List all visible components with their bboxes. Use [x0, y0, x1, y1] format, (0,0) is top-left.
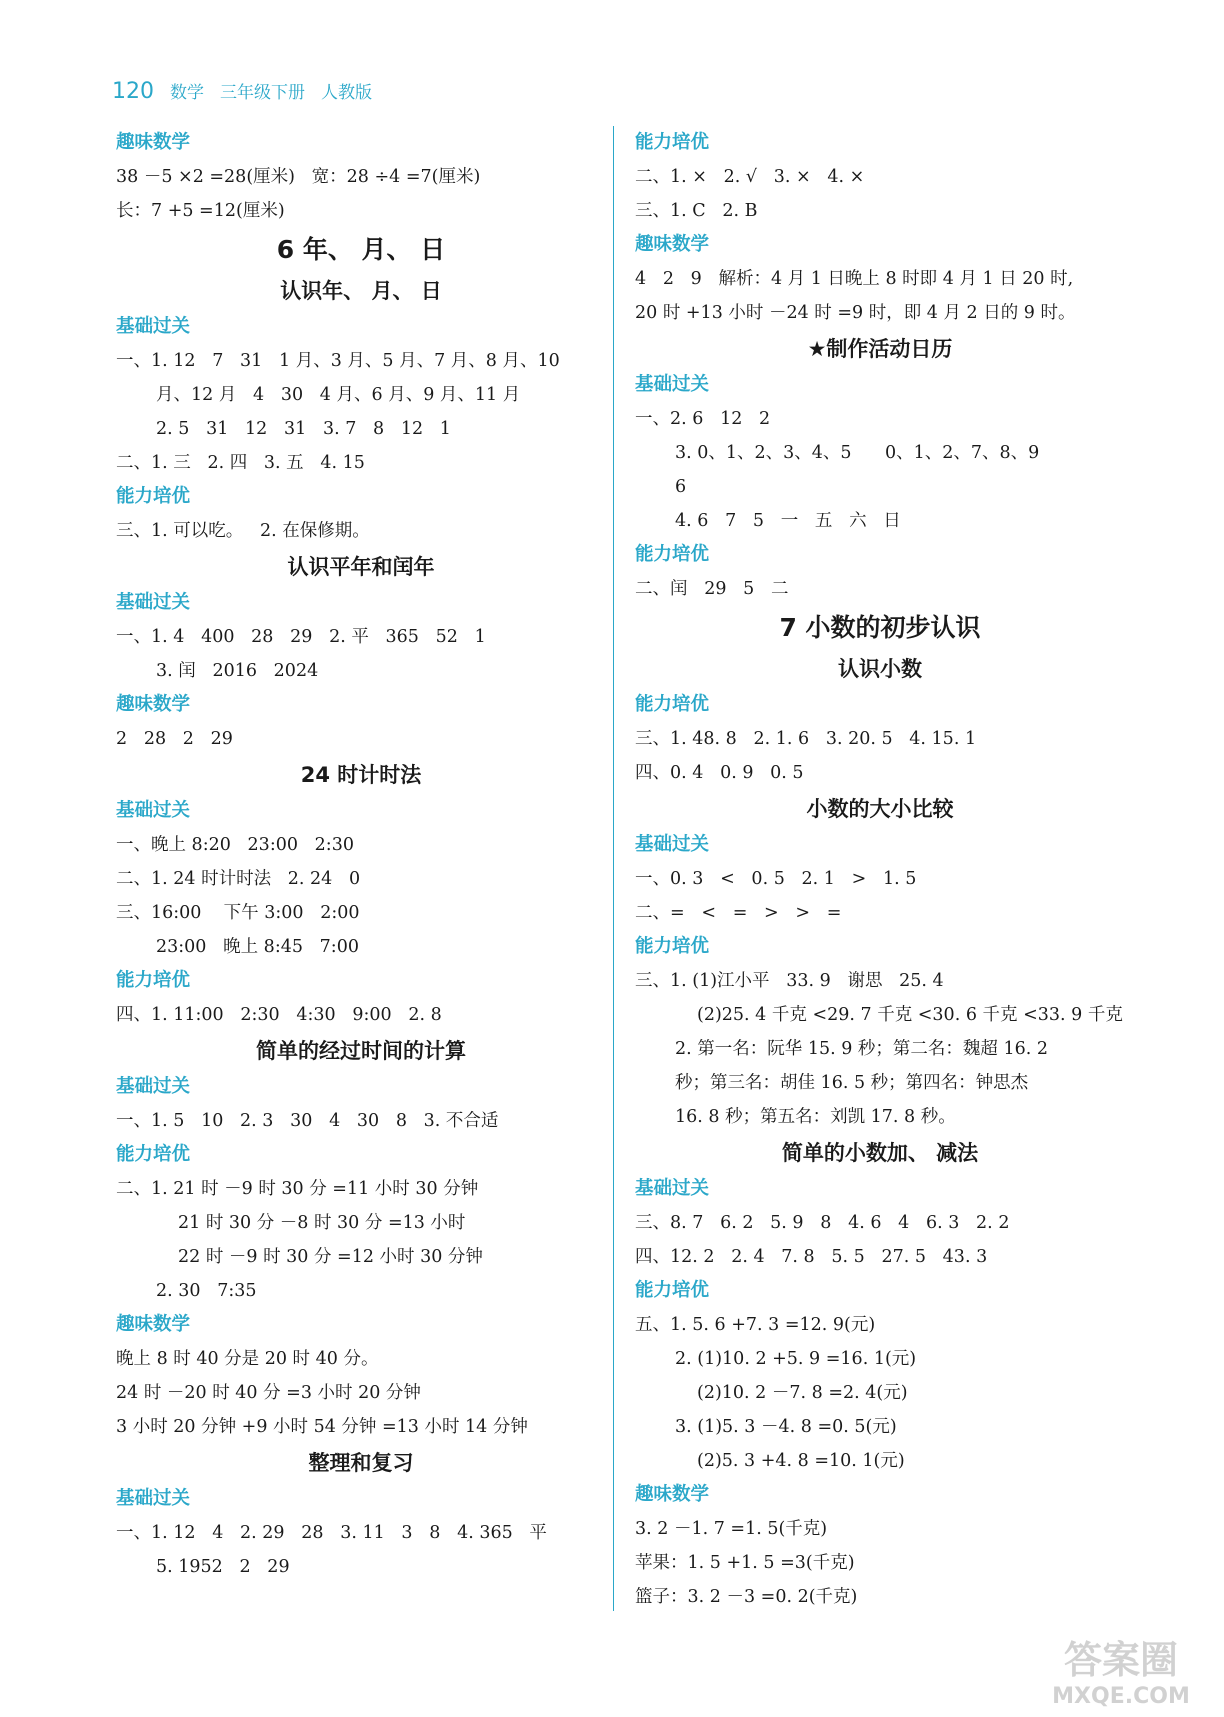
- right-column: [635, 126, 1125, 1614]
- section-label: 基础过关: [116, 1488, 191, 1509]
- lesson-title: ★制作活动日历: [807, 337, 953, 361]
- section-label: 基础过关: [635, 374, 710, 395]
- section-label: 能力培优: [116, 970, 191, 991]
- lesson-title: 24 时计时法: [300, 763, 422, 787]
- answer-line: 一、1. 12 7 31 1 月、3 月、5 月、7 月、8 月、10: [116, 351, 560, 371]
- answer-line: 22 时 －9 时 30 分 =12 小时 30 分钟: [178, 1247, 483, 1267]
- answer-line: 4. 6 7 5 一 五 六 日: [675, 511, 901, 531]
- answer-line: 20 时 +13 小时 －24 时 =9 时，即 4 月 2 日的 9 时。: [635, 303, 1076, 323]
- answer-line: 四、0. 4 0. 9 0. 5: [635, 763, 804, 783]
- answer-line: 2. 5 31 12 31 3. 7 8 12 1: [156, 419, 451, 439]
- answer-line: 3. 0、1、2、3、4、5 0、1、2、7、8、9: [675, 443, 1040, 463]
- answer-line: 3 小时 20 分钟 +9 小时 54 分钟 =13 小时 14 分钟: [116, 1417, 528, 1437]
- section-label: 趣味数学: [116, 1314, 191, 1335]
- header-grade: 三年级下册: [220, 83, 305, 103]
- answer-line: 四、12. 2 2. 4 7. 8 5. 5 27. 5 43. 3: [635, 1247, 988, 1267]
- answer-line: 四、1. 11:00 2:30 4:30 9:00 2. 8: [116, 1005, 442, 1025]
- answer-line: 一、0. 3 < 0. 5 2. 1 > 1. 5: [635, 869, 917, 889]
- answer-line: (2)5. 3 +4. 8 =10. 1(元): [697, 1451, 905, 1471]
- answer-line: 三、16:00 下午 3:00 2:00: [116, 903, 360, 923]
- answer-line: (2)25. 4 千克 <29. 7 千克 <30. 6 千克 <33. 9 千克: [697, 1005, 1123, 1025]
- answer-line: 2. 30 7:35: [156, 1281, 257, 1301]
- answer-line: 三、8. 7 6. 2 5. 9 8 4. 6 4 6. 3 2. 2: [635, 1213, 1010, 1233]
- section-label: 基础过关: [635, 834, 710, 855]
- answer-line: 21 时 30 分 －8 时 30 分 =13 小时: [178, 1213, 466, 1233]
- answer-line: 一、晚上 8:20 23:00 2:30: [116, 835, 354, 855]
- header-edition: 人教版: [321, 83, 372, 103]
- section-label: 趣味数学: [635, 1484, 710, 1505]
- answer-line: 晚上 8 时 40 分是 20 时 40 分。: [116, 1349, 379, 1369]
- answer-line: 23:00 晚上 8:45 7:00: [156, 937, 359, 957]
- section-label: 趣味数学: [635, 234, 710, 255]
- section-label: 基础过关: [635, 1178, 710, 1199]
- lesson-title: 简单的经过时间的计算: [256, 1039, 466, 1063]
- answer-line: 2. 第一名：阮华 15. 9 秒；第二名：魏超 16. 2: [675, 1039, 1049, 1059]
- answer-line: 5. 1952 2 29: [156, 1557, 290, 1577]
- answer-line: 3. 闰 2016 2024: [156, 661, 319, 681]
- chapter-title: 7 小数的初步认识: [779, 613, 981, 642]
- answer-line: 6: [675, 477, 687, 497]
- lesson-title: 认识平年和闰年: [287, 555, 435, 579]
- lesson-title: 认识小数: [838, 657, 922, 681]
- lesson-title: 简单的小数加、 减法: [781, 1141, 979, 1165]
- answer-line: 三、1. 48. 8 2. 1. 6 3. 20. 5 4. 15. 1: [635, 729, 977, 749]
- section-label: 能力培优: [635, 544, 710, 565]
- answer-line: 二、1. 三 2. 四 3. 五 4. 15: [116, 453, 365, 473]
- answer-line: 2 28 2 29: [116, 729, 233, 749]
- section-label: 能力培优: [635, 1280, 710, 1301]
- header-subject: 数学: [170, 83, 204, 103]
- answer-line: 16. 8 秒；第五名：刘凯 17. 8 秒。: [675, 1107, 956, 1127]
- answer-line: 二、1. 21 时 －9 时 30 分 =11 小时 30 分钟: [116, 1179, 479, 1199]
- answer-line: 三、1. (1)江小平 33. 9 谢思 25. 4: [635, 971, 944, 991]
- section-label: 基础过关: [116, 1076, 191, 1097]
- answer-line: 二、1. 24 时计时法 2. 24 0: [116, 869, 361, 889]
- answer-line: 二、1. × 2. √ 3. × 4. ×: [635, 167, 865, 187]
- answer-line: 二、= < = > > =: [635, 903, 842, 923]
- section-label: 能力培优: [116, 1144, 191, 1165]
- answer-line: (2)10. 2 －7. 8 =2. 4(元): [697, 1383, 908, 1403]
- lesson-title: 整理和复习: [308, 1451, 414, 1475]
- lesson-title: 认识年、 月、 日: [280, 279, 442, 303]
- answer-line: 2. (1)10. 2 +5. 9 =16. 1(元): [675, 1349, 917, 1369]
- answer-line: 篮子：3. 2 －3 =0. 2(千克): [635, 1587, 858, 1607]
- answer-line: 秒；第三名：胡佳 16. 5 秒；第四名：钟思杰: [675, 1073, 1029, 1093]
- section-label: 能力培优: [635, 694, 710, 715]
- answer-line: 苹果：1. 5 +1. 5 =3(千克): [635, 1553, 855, 1573]
- column-divider: [613, 126, 614, 1611]
- left-column: [116, 126, 606, 1584]
- section-label: 基础过关: [116, 316, 191, 337]
- svg-text:MXQE.COM: MXQE.COM: [1052, 1684, 1190, 1709]
- answer-line: 二、闰 29 5 二: [635, 579, 789, 599]
- svg-text:答案圈: 答案圈: [1063, 1638, 1179, 1682]
- answer-line: 一、1. 4 400 28 29 2. 平 365 52 1: [116, 627, 486, 647]
- section-label: 趣味数学: [116, 132, 191, 153]
- section-label: 能力培优: [635, 132, 710, 153]
- section-label: 能力培优: [635, 936, 710, 957]
- page-header: [112, 78, 372, 112]
- section-label: 能力培优: [116, 486, 191, 507]
- answer-line: 3. 2 －1. 7 =1. 5(千克): [635, 1519, 828, 1539]
- chapter-title: 6 年、 月、 日: [276, 235, 446, 264]
- lesson-title: 小数的大小比较: [806, 797, 954, 821]
- section-label: 趣味数学: [116, 694, 191, 715]
- answer-line: 五、1. 5. 6 +7. 3 =12. 9(元): [635, 1315, 876, 1335]
- answer-line: 4 2 9 解析：4 月 1 日晚上 8 时即 4 月 1 日 20 时,: [635, 269, 1074, 289]
- answer-line: 月、12 月 4 30 4 月、6 月、9 月、11 月: [156, 385, 521, 405]
- page-number: 120: [112, 79, 154, 104]
- answer-line: 3. (1)5. 3 －4. 8 =0. 5(元): [675, 1417, 897, 1437]
- answer-line: 三、1. 可以吃。 2. 在保修期。: [116, 521, 370, 541]
- answer-line: 38 －5 ×2 =28(厘米) 宽：28 ÷4 =7(厘米): [116, 167, 481, 187]
- watermark-logo: [1036, 1629, 1206, 1711]
- answer-line: 一、2. 6 12 2: [635, 409, 771, 429]
- answer-line: 24 时 －20 时 40 分 =3 小时 20 分钟: [116, 1383, 421, 1403]
- answer-line: 长：7 +5 =12(厘米): [116, 201, 285, 221]
- section-label: 基础过关: [116, 800, 191, 821]
- answer-line: 一、1. 5 10 2. 3 30 4 30 8 3. 不合适: [116, 1111, 499, 1131]
- answer-line: 一、1. 12 4 2. 29 28 3. 11 3 8 4. 365 平: [116, 1523, 547, 1543]
- section-label: 基础过关: [116, 592, 191, 613]
- answer-line: 三、1. C 2. B: [635, 201, 758, 221]
